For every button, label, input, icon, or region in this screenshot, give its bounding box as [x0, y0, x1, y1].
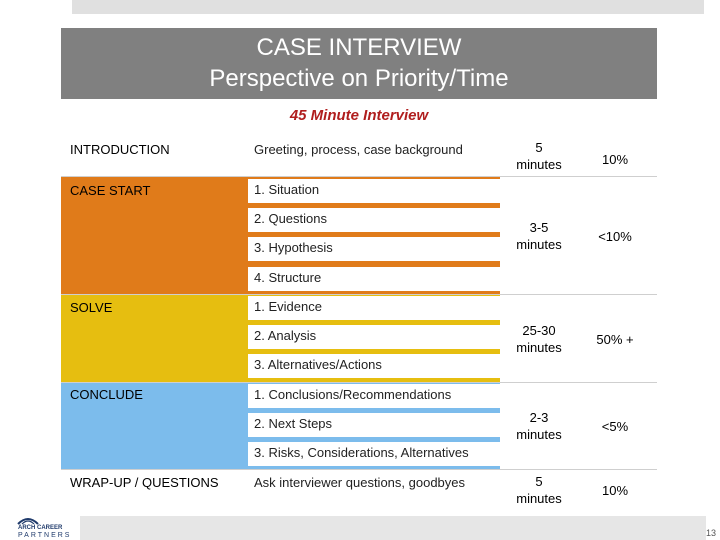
case-start-label: CASE START [70, 183, 151, 198]
solve-minutes-unit: minutes [516, 340, 562, 355]
divider [61, 382, 657, 383]
case-start-percent: <10% [598, 229, 632, 244]
introduction-percent: 10% [601, 152, 629, 167]
conclude-item-1: 1. Conclusions/Recommendations [248, 384, 500, 408]
divider [61, 294, 657, 295]
solve-minutes-value: 25-30 [522, 323, 556, 338]
solve-minutes [500, 322, 578, 356]
introduction-minutes [500, 139, 578, 173]
wrap-up-minutes-value: 5 [535, 474, 543, 489]
subtitle: 45 Minute Interview [289, 107, 429, 124]
conclude-label: CONCLUDE [70, 387, 143, 402]
wrap-up-minutes [500, 473, 578, 507]
case-start-item-4: 4. Structure [248, 267, 500, 291]
logo-text: ARCH CAREER [18, 525, 63, 531]
case-start-item-2: 2. Questions [248, 208, 500, 232]
divider [61, 469, 657, 470]
case-start-minutes-unit: minutes [516, 237, 562, 252]
introduction-minutes-unit: minutes [516, 157, 562, 172]
introduction-item: Greeting, process, case background [254, 142, 463, 157]
case-start-minutes-value: 3-5 [529, 220, 549, 235]
introduction-label: INTRODUCTION [70, 142, 170, 157]
introduction-minutes-value: 5 [535, 140, 543, 155]
case-start-item-3: 3. Hypothesis [248, 237, 500, 261]
title-line-2: Perspective on Priority/Time [209, 65, 509, 92]
page-number: 13 [705, 528, 716, 538]
conclude-minutes-unit: minutes [516, 427, 562, 442]
title-box [61, 28, 657, 99]
wrap-up-percent: 10% [601, 483, 629, 498]
top-bar [72, 0, 704, 14]
case-start-item-1: 1. Situation [248, 179, 500, 203]
conclude-percent: <5% [601, 419, 629, 434]
conclude-minutes [500, 409, 578, 443]
conclude-minutes-value: 2-3 [529, 410, 549, 425]
title-line-1: CASE INTERVIEW [256, 34, 462, 61]
wrap-up-item: Ask interviewer questions, goodbyes [254, 475, 466, 490]
wrap-up-label: WRAP-UP / QUESTIONS [70, 475, 219, 490]
solve-item-2: 2. Analysis [248, 325, 500, 349]
solve-item-3: 3. Alternatives/Actions [248, 354, 500, 378]
case-start-minutes [500, 219, 578, 253]
wrap-up-minutes-unit: minutes [516, 491, 562, 506]
conclude-item-2: 2. Next Steps [248, 413, 500, 437]
solve-label: SOLVE [70, 300, 113, 315]
logo-text-2: PARTNERS [18, 532, 72, 539]
conclude-item-3: 3. Risks, Considerations, Alternatives [248, 442, 500, 466]
divider [61, 176, 657, 177]
footer-bar [80, 516, 706, 540]
solve-percent: 50% + [596, 332, 634, 347]
solve-item-1: 1. Evidence [248, 296, 500, 320]
